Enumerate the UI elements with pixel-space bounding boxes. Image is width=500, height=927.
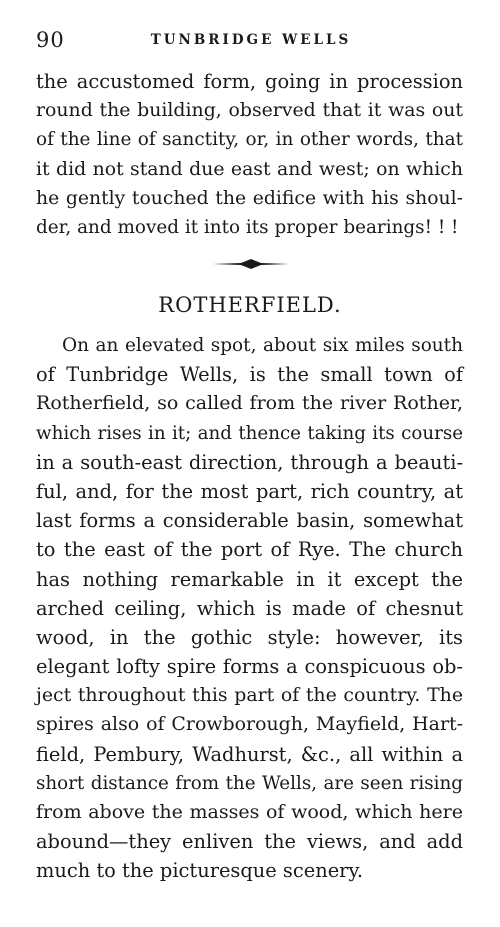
- text-line: much to the picturesque scenery.: [36, 859, 363, 883]
- text-line: to the east of the port of Rye. The church: [36, 538, 463, 562]
- text-line: wood, in the gothic style: however, its: [36, 625, 463, 649]
- text-line: it did not stand due east and west; on which: [36, 158, 463, 180]
- text-line: the accustomed form, going in procession: [36, 70, 463, 93]
- text-line: which rises in it; and thence taking its course: [36, 422, 463, 444]
- section-heading: ROTHERFIELD.: [158, 293, 342, 317]
- text-line: spires also of Crowborough, Mayfield, Hart-: [36, 713, 463, 736]
- text-line: he gently touched the edifice with his shoul-: [36, 187, 463, 209]
- paragraph-continued: [36, 67, 463, 242]
- text-line: round the building, observed that it was out: [36, 99, 463, 122]
- text-line: ject throughout this part of the country. The: [36, 684, 463, 707]
- text-line: arched ceiling, which is made of chesnut: [36, 596, 463, 620]
- text-line: in a south-east direction, through a beauti-: [36, 450, 463, 474]
- text-line: field, Pembury, Wadhurst, &c., all within a: [36, 742, 463, 766]
- text-line: of Tunbridge Wells, is the small town of: [36, 363, 463, 387]
- text-line: abound—they enliven the views, and add: [36, 830, 463, 854]
- page-number: 90: [36, 28, 65, 52]
- text-line: Rotherfield, so called from the river Rother,: [36, 392, 463, 415]
- text-line: On an elevated spot, about six miles south: [62, 335, 463, 356]
- text-line: last forms a considerable basin, somewhat: [36, 509, 463, 533]
- paragraph-rotherfield: [36, 331, 463, 886]
- text-line: elegant lofty spire forms a conspicuous ob-: [36, 655, 463, 679]
- text-line: from above the masses of wood, which here: [36, 801, 463, 823]
- section-divider-ornament: [211, 257, 291, 271]
- text-line: of the line of sanctity, or, in other words, that: [36, 129, 463, 151]
- text-line: der, and moved it into its proper bearings! ! !: [36, 216, 459, 238]
- text-line: ful, and, for the most part, rich country, at: [36, 479, 463, 503]
- running-head: [36, 28, 466, 54]
- running-title: TUNBRIDGE WELLS: [150, 32, 352, 48]
- text-line: short distance from the Wells, are seen rising: [36, 772, 463, 794]
- text-line: has nothing remarkable in it except the: [36, 567, 463, 591]
